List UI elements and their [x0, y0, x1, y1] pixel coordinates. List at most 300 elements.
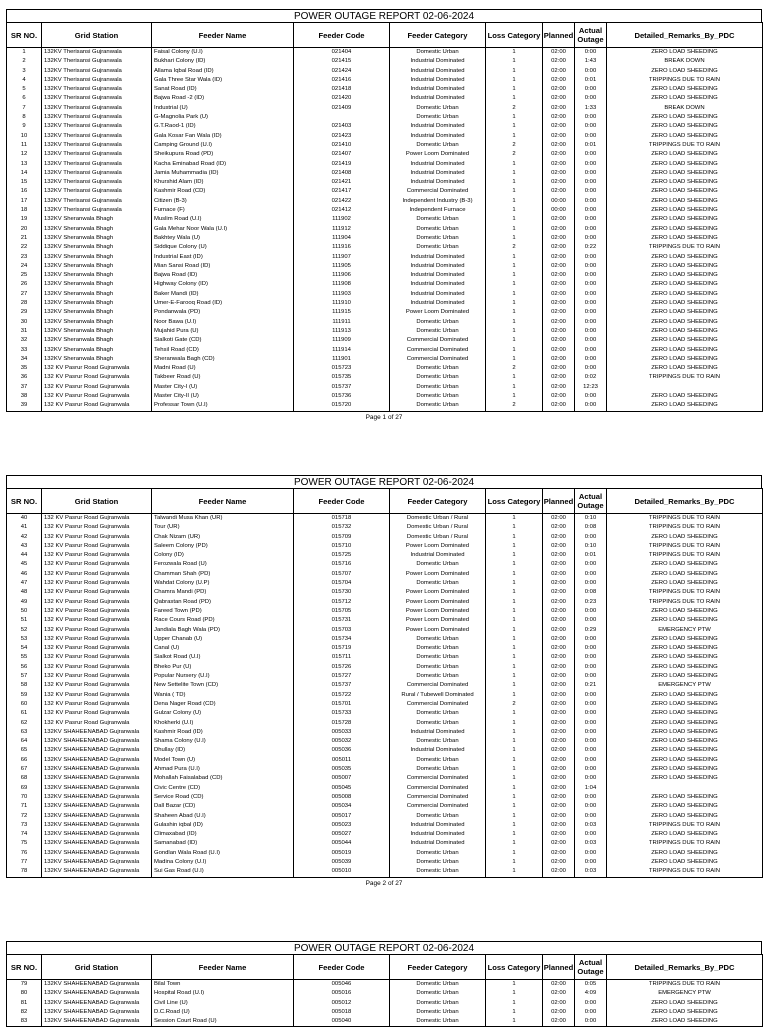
feeder-code-cell: 015723: [294, 364, 390, 373]
planned-cell: 02:00: [543, 709, 575, 718]
grid-station-cell: 132 KV Pasrur Road Gujranwala: [42, 616, 152, 625]
sr-no-cell: 11: [7, 141, 42, 150]
feeder-name-cell: Muslim Road (U.I): [152, 215, 294, 224]
feeder-name-cell: Jandiala Bagh Wala (PD): [152, 626, 294, 635]
header-planned: Planned: [543, 955, 575, 980]
feeder-code-cell: 015718: [294, 514, 390, 524]
loss-category-cell: 1: [486, 271, 543, 280]
feeder-name-cell: Industrial (U): [152, 104, 294, 113]
feeder-code-cell: 111914: [294, 346, 390, 355]
sr-no-cell: 77: [7, 858, 42, 867]
table-row: [7, 784, 763, 793]
header-feeder-category: Feeder Category: [390, 955, 486, 980]
actual-outage-cell: 0:00: [575, 187, 607, 196]
loss-category-cell: 1: [486, 225, 543, 234]
remarks-cell: ZERO LOAD SHEEDING: [607, 215, 763, 224]
actual-outage-cell: 0:00: [575, 85, 607, 94]
table-row: [7, 197, 763, 206]
loss-category-cell: 2: [486, 104, 543, 113]
table-row: [7, 598, 763, 607]
table-row: [7, 234, 763, 243]
sr-no-cell: 65: [7, 746, 42, 755]
actual-outage-cell: 0:00: [575, 663, 607, 672]
table-row: [7, 867, 763, 877]
feeder-code-cell: 005017: [294, 812, 390, 821]
sr-no-cell: 79: [7, 980, 42, 990]
sr-no-cell: 40: [7, 514, 42, 524]
feeder-name-cell: Race Cours Road (PD): [152, 616, 294, 625]
feeder-category-cell: Industrial Dominated: [390, 728, 486, 737]
remarks-cell: ZERO LOAD SHEEDING: [607, 746, 763, 755]
actual-outage-cell: 0:00: [575, 113, 607, 122]
sr-no-cell: 44: [7, 551, 42, 560]
feeder-name-cell: Civic Centre (CD): [152, 784, 294, 793]
feeder-category-cell: Domestic Urban: [390, 989, 486, 998]
table-body: [7, 48, 763, 412]
grid-station-cell: 132 KV Pasrur Road Gujranwala: [42, 653, 152, 662]
remarks-cell: ZERO LOAD SHEEDING: [607, 691, 763, 700]
table-row: [7, 392, 763, 401]
feeder-code-cell: 015701: [294, 700, 390, 709]
table-row: [7, 346, 763, 355]
planned-cell: 02:00: [543, 308, 575, 317]
planned-cell: 02:00: [543, 728, 575, 737]
actual-outage-cell: 0:10: [575, 514, 607, 524]
remarks-cell: ZERO LOAD SHEEDING: [607, 1017, 763, 1027]
planned-cell: 02:00: [543, 999, 575, 1008]
feeder-category-cell: Power Loom Dominated: [390, 588, 486, 597]
feeder-name-cell: Wania ( TD): [152, 691, 294, 700]
table-row: [7, 709, 763, 718]
feeder-name-cell: Dhullay (ID): [152, 746, 294, 755]
table-row: [7, 104, 763, 113]
loss-category-cell: 1: [486, 774, 543, 783]
feeder-code-cell: 021415: [294, 57, 390, 66]
actual-outage-cell: 0:00: [575, 709, 607, 718]
feeder-code-cell: 005035: [294, 765, 390, 774]
sr-no-cell: 75: [7, 839, 42, 848]
planned-cell: 02:00: [543, 588, 575, 597]
header-grid-station: Grid Station: [42, 489, 152, 514]
remarks-cell: ZERO LOAD SHEEDING: [607, 663, 763, 672]
feeder-name-cell: Gala Mehar Noor Wala (U.I): [152, 225, 294, 234]
table-row: [7, 299, 763, 308]
actual-outage-cell: 0:00: [575, 999, 607, 1008]
actual-outage-cell: 0:00: [575, 169, 607, 178]
planned-cell: 02:00: [543, 867, 575, 877]
feeder-name-cell: Chamra Mandi (PD): [152, 588, 294, 597]
planned-cell: 02:00: [543, 187, 575, 196]
loss-category-cell: 1: [486, 160, 543, 169]
feeder-code-cell: 015725: [294, 551, 390, 560]
table-row: [7, 94, 763, 103]
sr-no-cell: 2: [7, 57, 42, 66]
grid-station-cell: 132 KV Pasrur Road Gujranwala: [42, 364, 152, 373]
header-feeder-name: Feeder Name: [152, 489, 294, 514]
grid-station-cell: 132KV Sheranwala Bhagh: [42, 336, 152, 345]
loss-category-cell: 1: [486, 48, 543, 58]
grid-station-cell: 132KV SHAHEENABAD Gujranwala: [42, 1017, 152, 1027]
header-feeder-code: Feeder Code: [294, 23, 390, 48]
grid-station-cell: 132KV Therisansi Gujranwala: [42, 113, 152, 122]
grid-station-cell: 132 KV Pasrur Road Gujranwala: [42, 709, 152, 718]
actual-outage-cell: 0:23: [575, 598, 607, 607]
table-row: [7, 746, 763, 755]
feeder-code-cell: 005019: [294, 849, 390, 858]
sr-no-cell: 54: [7, 644, 42, 653]
loss-category-cell: 1: [486, 94, 543, 103]
feeder-category-cell: Commercial Dominated: [390, 700, 486, 709]
sr-no-cell: 31: [7, 327, 42, 336]
sr-no-cell: 70: [7, 793, 42, 802]
feeder-code-cell: 005018: [294, 1008, 390, 1017]
loss-category-cell: 1: [486, 113, 543, 122]
actual-outage-cell: 0:00: [575, 1008, 607, 1017]
feeder-category-cell: Domestic Urban: [390, 1017, 486, 1027]
grid-station-cell: 132 KV Pasrur Road Gujranwala: [42, 514, 152, 524]
loss-category-cell: 1: [486, 709, 543, 718]
feeder-code-cell: 015712: [294, 598, 390, 607]
table-body: [7, 980, 763, 1027]
feeder-name-cell: Model Town (U): [152, 756, 294, 765]
table-row: [7, 626, 763, 635]
actual-outage-cell: 0:00: [575, 533, 607, 542]
loss-category-cell: 1: [486, 635, 543, 644]
planned-cell: 02:00: [543, 691, 575, 700]
feeder-name-cell: New Settelite Town (CD): [152, 681, 294, 690]
feeder-code-cell: 005027: [294, 830, 390, 839]
grid-station-cell: 132KV Therisansi Gujranwala: [42, 178, 152, 187]
table-row: [7, 178, 763, 187]
remarks-cell: ZERO LOAD SHEEDING: [607, 700, 763, 709]
remarks-cell: ZERO LOAD SHEEDING: [607, 187, 763, 196]
remarks-cell: ZERO LOAD SHEEDING: [607, 150, 763, 159]
sr-no-cell: 5: [7, 85, 42, 94]
grid-station-cell: 132 KV Pasrur Road Gujranwala: [42, 401, 152, 411]
feeder-name-cell: G-Magnolia Park (U): [152, 113, 294, 122]
grid-station-cell: 132 KV Pasrur Road Gujranwala: [42, 551, 152, 560]
remarks-cell: ZERO LOAD SHEEDING: [607, 765, 763, 774]
feeder-category-cell: Power Loom Dominated: [390, 626, 486, 635]
planned-cell: 02:00: [543, 523, 575, 532]
planned-cell: 02:00: [543, 392, 575, 401]
feeder-name-cell: Khurshid Alam (ID): [152, 178, 294, 187]
grid-station-cell: 132KV Therisansi Gujranwala: [42, 187, 152, 196]
remarks-cell: ZERO LOAD SHEEDING: [607, 318, 763, 327]
sr-no-cell: 35: [7, 364, 42, 373]
loss-category-cell: 1: [486, 122, 543, 131]
grid-station-cell: 132 KV Pasrur Road Gujranwala: [42, 691, 152, 700]
planned-cell: 02:00: [543, 542, 575, 551]
feeder-category-cell: Power Loom Dominated: [390, 570, 486, 579]
actual-outage-cell: 0:00: [575, 560, 607, 569]
loss-category-cell: 1: [486, 373, 543, 382]
sr-no-cell: 37: [7, 383, 42, 392]
actual-outage-cell: 0:02: [575, 373, 607, 382]
feeder-code-cell: 021407: [294, 150, 390, 159]
planned-cell: 02:00: [543, 346, 575, 355]
planned-cell: 02:00: [543, 858, 575, 867]
remarks-cell: ZERO LOAD SHEEDING: [607, 401, 763, 411]
loss-category-cell: 1: [486, 308, 543, 317]
grid-station-cell: 132KV Therisansi Gujranwala: [42, 206, 152, 215]
sr-no-cell: 45: [7, 560, 42, 569]
table-row: [7, 243, 763, 252]
sr-no-cell: 73: [7, 821, 42, 830]
actual-outage-cell: 0:00: [575, 570, 607, 579]
remarks-cell: ZERO LOAD SHEEDING: [607, 234, 763, 243]
header-remarks: Detailed_Remarks_By_PDC: [607, 23, 763, 48]
grid-station-cell: 132 KV Pasrur Road Gujranwala: [42, 635, 152, 644]
actual-outage-cell: 4:09: [575, 989, 607, 998]
feeder-code-cell: 021416: [294, 76, 390, 85]
feeder-category-cell: Domestic Urban: [390, 663, 486, 672]
loss-category-cell: 1: [486, 197, 543, 206]
actual-outage-cell: 0:03: [575, 867, 607, 877]
table-row: [7, 728, 763, 737]
header-sr-no: SR NO.: [7, 955, 42, 980]
header-loss-category: Loss Category: [486, 489, 543, 514]
actual-outage-cell: 0:00: [575, 830, 607, 839]
loss-category-cell: 1: [486, 653, 543, 662]
feeder-name-cell: Camping Ground (U.I): [152, 141, 294, 150]
grid-station-cell: 132 KV Pasrur Road Gujranwala: [42, 579, 152, 588]
table-row: [7, 48, 763, 58]
grid-station-cell: 132KV Therisansi Gujranwala: [42, 169, 152, 178]
feeder-name-cell: Gulzar Colony (U): [152, 709, 294, 718]
feeder-category-cell: Commercial Dominated: [390, 793, 486, 802]
actual-outage-cell: 0:00: [575, 793, 607, 802]
sr-no-cell: 4: [7, 76, 42, 85]
remarks-cell: ZERO LOAD SHEEDING: [607, 802, 763, 811]
remarks-cell: ZERO LOAD SHEEDING: [607, 290, 763, 299]
actual-outage-cell: 0:00: [575, 635, 607, 644]
planned-cell: 00:00: [543, 206, 575, 215]
feeder-category-cell: Domestic Urban: [390, 849, 486, 858]
grid-station-cell: 132KV Therisansi Gujranwala: [42, 76, 152, 85]
loss-category-cell: 1: [486, 802, 543, 811]
feeder-name-cell: D.C.Road (U): [152, 1008, 294, 1017]
feeder-code-cell: 021420: [294, 94, 390, 103]
loss-category-cell: 1: [486, 579, 543, 588]
grid-station-cell: 132 KV Pasrur Road Gujranwala: [42, 663, 152, 672]
header-feeder-code: Feeder Code: [294, 955, 390, 980]
planned-cell: 02:00: [543, 373, 575, 382]
grid-station-cell: 132KV Therisansi Gujranwala: [42, 67, 152, 76]
table-row: [7, 1008, 763, 1017]
header-feeder-name: Feeder Name: [152, 23, 294, 48]
header-grid-station: Grid Station: [42, 23, 152, 48]
grid-station-cell: 132KV Sheranwala Bhagh: [42, 271, 152, 280]
feeder-code-cell: 015737: [294, 383, 390, 392]
loss-category-cell: 1: [486, 1017, 543, 1027]
sr-no-cell: 58: [7, 681, 42, 690]
grid-station-cell: 132KV Sheranwala Bhagh: [42, 346, 152, 355]
feeder-name-cell: Dall Bazar (CD): [152, 802, 294, 811]
feeder-code-cell: 005036: [294, 746, 390, 755]
loss-category-cell: 1: [486, 765, 543, 774]
actual-outage-cell: 0:00: [575, 392, 607, 401]
table-row: [7, 989, 763, 998]
feeder-code-cell: 111911: [294, 318, 390, 327]
feeder-category-cell: Industrial Dominated: [390, 290, 486, 299]
loss-category-cell: 1: [486, 607, 543, 616]
remarks-cell: ZERO LOAD SHEEDING: [607, 225, 763, 234]
sr-no-cell: 36: [7, 373, 42, 382]
actual-outage-cell: 0:00: [575, 94, 607, 103]
report-title: POWER OUTAGE REPORT 02-06-2024: [6, 475, 762, 488]
loss-category-cell: 1: [486, 784, 543, 793]
sr-no-cell: 78: [7, 867, 42, 877]
grid-station-cell: 132KV SHAHEENABAD Gujranwala: [42, 989, 152, 998]
remarks-cell: ZERO LOAD SHEEDING: [607, 644, 763, 653]
table-row: [7, 839, 763, 848]
table-row: [7, 67, 763, 76]
outage-table: [6, 954, 763, 1027]
table-row: [7, 169, 763, 178]
remarks-cell: ZERO LOAD SHEEDING: [607, 579, 763, 588]
actual-outage-cell: 0:10: [575, 542, 607, 551]
actual-outage-cell: 0:00: [575, 132, 607, 141]
feeder-category-cell: Industrial Dominated: [390, 76, 486, 85]
loss-category-cell: 2: [486, 364, 543, 373]
loss-category-cell: 1: [486, 849, 543, 858]
feeder-category-cell: Domestic Urban: [390, 243, 486, 252]
actual-outage-cell: 0:21: [575, 681, 607, 690]
feeder-code-cell: 005046: [294, 980, 390, 990]
feeder-category-cell: Domestic Urban: [390, 1008, 486, 1017]
planned-cell: 02:00: [543, 830, 575, 839]
feeder-category-cell: Power Loom Dominated: [390, 607, 486, 616]
feeder-code-cell: 005040: [294, 1017, 390, 1027]
feeder-code-cell: 111903: [294, 290, 390, 299]
loss-category-cell: 1: [486, 346, 543, 355]
sr-no-cell: 12: [7, 150, 42, 159]
sr-no-cell: 56: [7, 663, 42, 672]
table-row: [7, 383, 763, 392]
loss-category-cell: 1: [486, 616, 543, 625]
remarks-cell: ZERO LOAD SHEEDING: [607, 1008, 763, 1017]
table-row: [7, 113, 763, 122]
loss-category-cell: 1: [486, 663, 543, 672]
actual-outage-cell: 0:00: [575, 401, 607, 411]
grid-station-cell: 132KV SHAHEENABAD Gujranwala: [42, 756, 152, 765]
sr-no-cell: 48: [7, 588, 42, 597]
header-actual-outage: Actual Outage: [575, 955, 607, 980]
remarks-cell: ZERO LOAD SHEEDING: [607, 737, 763, 746]
table-row: [7, 830, 763, 839]
feeder-category-cell: Power Loom Dominated: [390, 150, 486, 159]
feeder-category-cell: Commercial Dominated: [390, 346, 486, 355]
actual-outage-cell: 0:01: [575, 551, 607, 560]
grid-station-cell: 132KV Therisansi Gujranwala: [42, 57, 152, 66]
grid-station-cell: 132KV SHAHEENABAD Gujranwala: [42, 793, 152, 802]
sr-no-cell: 21: [7, 234, 42, 243]
planned-cell: 00:00: [543, 197, 575, 206]
remarks-cell: ZERO LOAD SHEEDING: [607, 113, 763, 122]
grid-station-cell: 132 KV Pasrur Road Gujranwala: [42, 626, 152, 635]
sr-no-cell: 7: [7, 104, 42, 113]
feeder-name-cell: Noor Bawa (U.I): [152, 318, 294, 327]
loss-category-cell: 1: [486, 691, 543, 700]
header-feeder-name: Feeder Name: [152, 955, 294, 980]
grid-station-cell: 132 KV Pasrur Road Gujranwala: [42, 373, 152, 382]
loss-category-cell: 1: [486, 812, 543, 821]
feeder-name-cell: Pondanwala (PD): [152, 308, 294, 317]
header-actual-outage: Actual Outage: [575, 489, 607, 514]
remarks-cell: ZERO LOAD SHEEDING: [607, 728, 763, 737]
grid-station-cell: 132KV SHAHEENABAD Gujranwala: [42, 774, 152, 783]
planned-cell: 02:00: [543, 570, 575, 579]
feeder-name-cell: Faisal Colony (U.I): [152, 48, 294, 58]
feeder-name-cell: Tehsil Road (CD): [152, 346, 294, 355]
actual-outage-cell: 0:00: [575, 262, 607, 271]
actual-outage-cell: 0:22: [575, 243, 607, 252]
loss-category-cell: 1: [486, 737, 543, 746]
feeder-name-cell: Umer-E-Farooq Road (ID): [152, 299, 294, 308]
table-row: [7, 570, 763, 579]
feeder-code-cell: 015710: [294, 542, 390, 551]
header-feeder-code: Feeder Code: [294, 489, 390, 514]
grid-station-cell: 132 KV Pasrur Road Gujranwala: [42, 681, 152, 690]
feeder-category-cell: Domestic Urban: [390, 392, 486, 401]
feeder-name-cell: Mohallah Faisalabad (CD): [152, 774, 294, 783]
report-page-2: [6, 475, 762, 890]
feeder-code-cell: 021419: [294, 160, 390, 169]
sr-no-cell: 60: [7, 700, 42, 709]
grid-station-cell: 132KV Therisansi Gujranwala: [42, 160, 152, 169]
table-row: [7, 308, 763, 317]
feeder-code-cell: 015737: [294, 681, 390, 690]
grid-station-cell: 132 KV Pasrur Road Gujranwala: [42, 542, 152, 551]
grid-station-cell: 132 KV Pasrur Road Gujranwala: [42, 588, 152, 597]
feeder-code-cell: 015711: [294, 653, 390, 662]
loss-category-cell: 1: [486, 867, 543, 877]
planned-cell: 02:00: [543, 383, 575, 392]
planned-cell: 02:00: [543, 644, 575, 653]
remarks-cell: ZERO LOAD SHEEDING: [607, 308, 763, 317]
loss-category-cell: 1: [486, 169, 543, 178]
feeder-name-cell: Bilal Town: [152, 980, 294, 990]
feeder-code-cell: 015703: [294, 626, 390, 635]
remarks-cell: TRIPPINGS DUE TO RAIN: [607, 551, 763, 560]
planned-cell: 02:00: [543, 626, 575, 635]
header-loss-category: Loss Category: [486, 23, 543, 48]
feeder-category-cell: Industrial Dominated: [390, 169, 486, 178]
feeder-code-cell: 111915: [294, 308, 390, 317]
planned-cell: 02:00: [543, 579, 575, 588]
actual-outage-cell: 0:00: [575, 67, 607, 76]
loss-category-cell: 1: [486, 253, 543, 262]
grid-station-cell: 132KV SHAHEENABAD Gujranwala: [42, 867, 152, 877]
feeder-code-cell: 015722: [294, 691, 390, 700]
actual-outage-cell: 0:00: [575, 290, 607, 299]
loss-category-cell: 1: [486, 793, 543, 802]
planned-cell: 02:00: [543, 737, 575, 746]
table-row: [7, 253, 763, 262]
feeder-category-cell: Domestic Urban: [390, 383, 486, 392]
table-row: [7, 132, 763, 141]
actual-outage-cell: 0:00: [575, 308, 607, 317]
grid-station-cell: 132KV Therisansi Gujranwala: [42, 141, 152, 150]
actual-outage-cell: 0:00: [575, 206, 607, 215]
feeder-name-cell: Bajwa Road (ID): [152, 271, 294, 280]
planned-cell: 02:00: [543, 514, 575, 524]
remarks-cell: ZERO LOAD SHEEDING: [607, 336, 763, 345]
grid-station-cell: 132KV SHAHEENABAD Gujranwala: [42, 999, 152, 1008]
loss-category-cell: 1: [486, 672, 543, 681]
actual-outage-cell: 0:00: [575, 774, 607, 783]
